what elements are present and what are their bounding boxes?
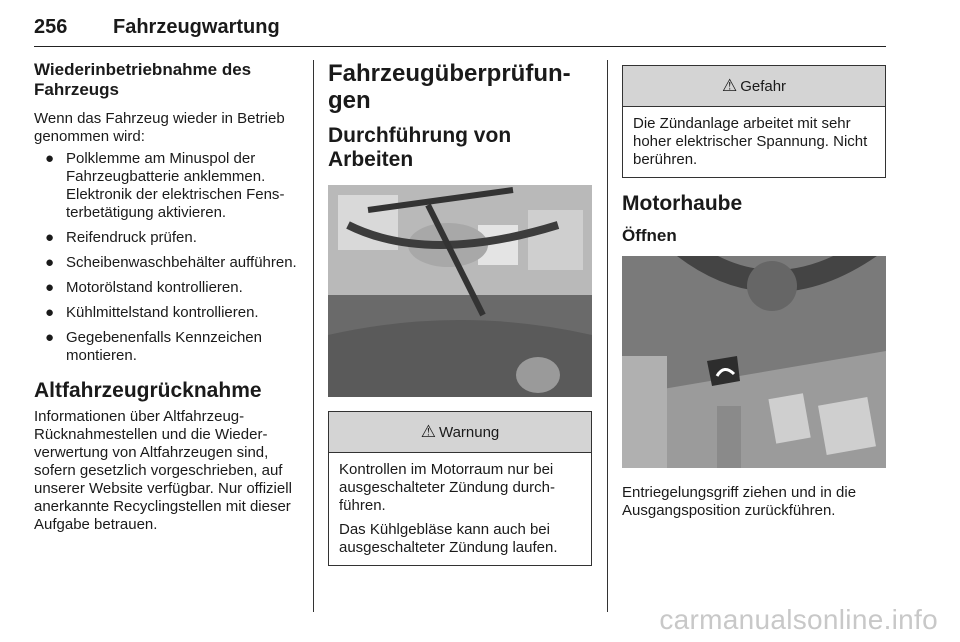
column-right bbox=[622, 60, 886, 520]
heading-vehicle-return: Altfahrzeugrücknahme bbox=[34, 379, 262, 402]
subheading-performing-work: Durchführung von Arbeiten bbox=[328, 124, 512, 171]
watermark: carmanualsonline.info bbox=[659, 604, 938, 635]
column-left bbox=[34, 60, 300, 534]
heading-recommissioning: Wiederinbetriebnahme des Fahrzeugs bbox=[34, 60, 252, 99]
danger-box bbox=[622, 65, 886, 178]
warning-box bbox=[328, 411, 592, 566]
engine-bay-photo bbox=[328, 185, 592, 397]
vehicle-return-text: Informationen über Altfahrzeug-Rücknahmestellen und die Wiederverwertung von Altfahrzeugen sind, sofern gesetzlich vorgeschrieben, auf unserer Website verfügbar. Nur offiziell anerkannte Recyclingstellen mit dieser Aufgabe betrauen. bbox=[34, 408, 292, 533]
subheading-open: Öffnen bbox=[622, 226, 677, 245]
list-item: ● Polklemme am Minuspol der Fahrzeugbatterie anklemmen. Elektronik der elektrischen Fensterbetätigung aktivieren. bbox=[45, 150, 285, 221]
hood-release-photo bbox=[622, 256, 886, 468]
danger-box-header bbox=[623, 66, 885, 107]
heading-hood: Motorhaube bbox=[622, 192, 743, 215]
danger-title: Gefahr bbox=[740, 77, 787, 95]
warning-text: Kontrollen im Motorraum nur bei ausgeschalteter Zündung durchführen. bbox=[339, 461, 555, 514]
intro-text: Wenn das Fahrzeug wieder in Betrieb genommen wird: bbox=[34, 110, 285, 145]
list-item: ● Reifendruck prüfen. bbox=[45, 229, 197, 246]
column-divider bbox=[313, 60, 314, 612]
warning-box-header bbox=[329, 412, 591, 453]
warning-triangle-icon: ⚠ bbox=[420, 422, 436, 441]
list-item: ● Gegebenenfalls Kennzeichen montieren. bbox=[45, 329, 262, 364]
checklist bbox=[34, 150, 300, 365]
page-number: 256 bbox=[34, 16, 68, 38]
section-title: Fahrzeugwartung bbox=[113, 16, 280, 38]
warning-text: Das Kühlgebläse kann auch bei ausgeschalteter Zündung laufen. bbox=[339, 521, 558, 556]
column-divider bbox=[607, 60, 608, 612]
warning-title: Warnung bbox=[438, 423, 500, 441]
danger-box-body bbox=[623, 107, 885, 177]
hood-caption: Entriegelungsgriff ziehen und in die Ausgangsposition zurückführen. bbox=[622, 484, 857, 519]
list-item: ● Motorölstand kontrollieren. bbox=[45, 279, 243, 296]
column-middle bbox=[328, 60, 592, 566]
list-item: ● Scheibenwaschbehälter aufführen. bbox=[45, 254, 297, 271]
list-item: ● Kühlmittelstand kontrollieren. bbox=[45, 304, 259, 321]
warning-triangle-icon: ⚠ bbox=[721, 76, 738, 95]
danger-text: Die Zündanlage arbeitet mit sehr hoher elektrischer Spannung. Nicht berühren. bbox=[633, 115, 868, 168]
heading-vehicle-checks: Fahrzeugüberprüfungen bbox=[328, 60, 571, 114]
page-header bbox=[34, 12, 886, 47]
warning-box-body bbox=[329, 453, 591, 565]
